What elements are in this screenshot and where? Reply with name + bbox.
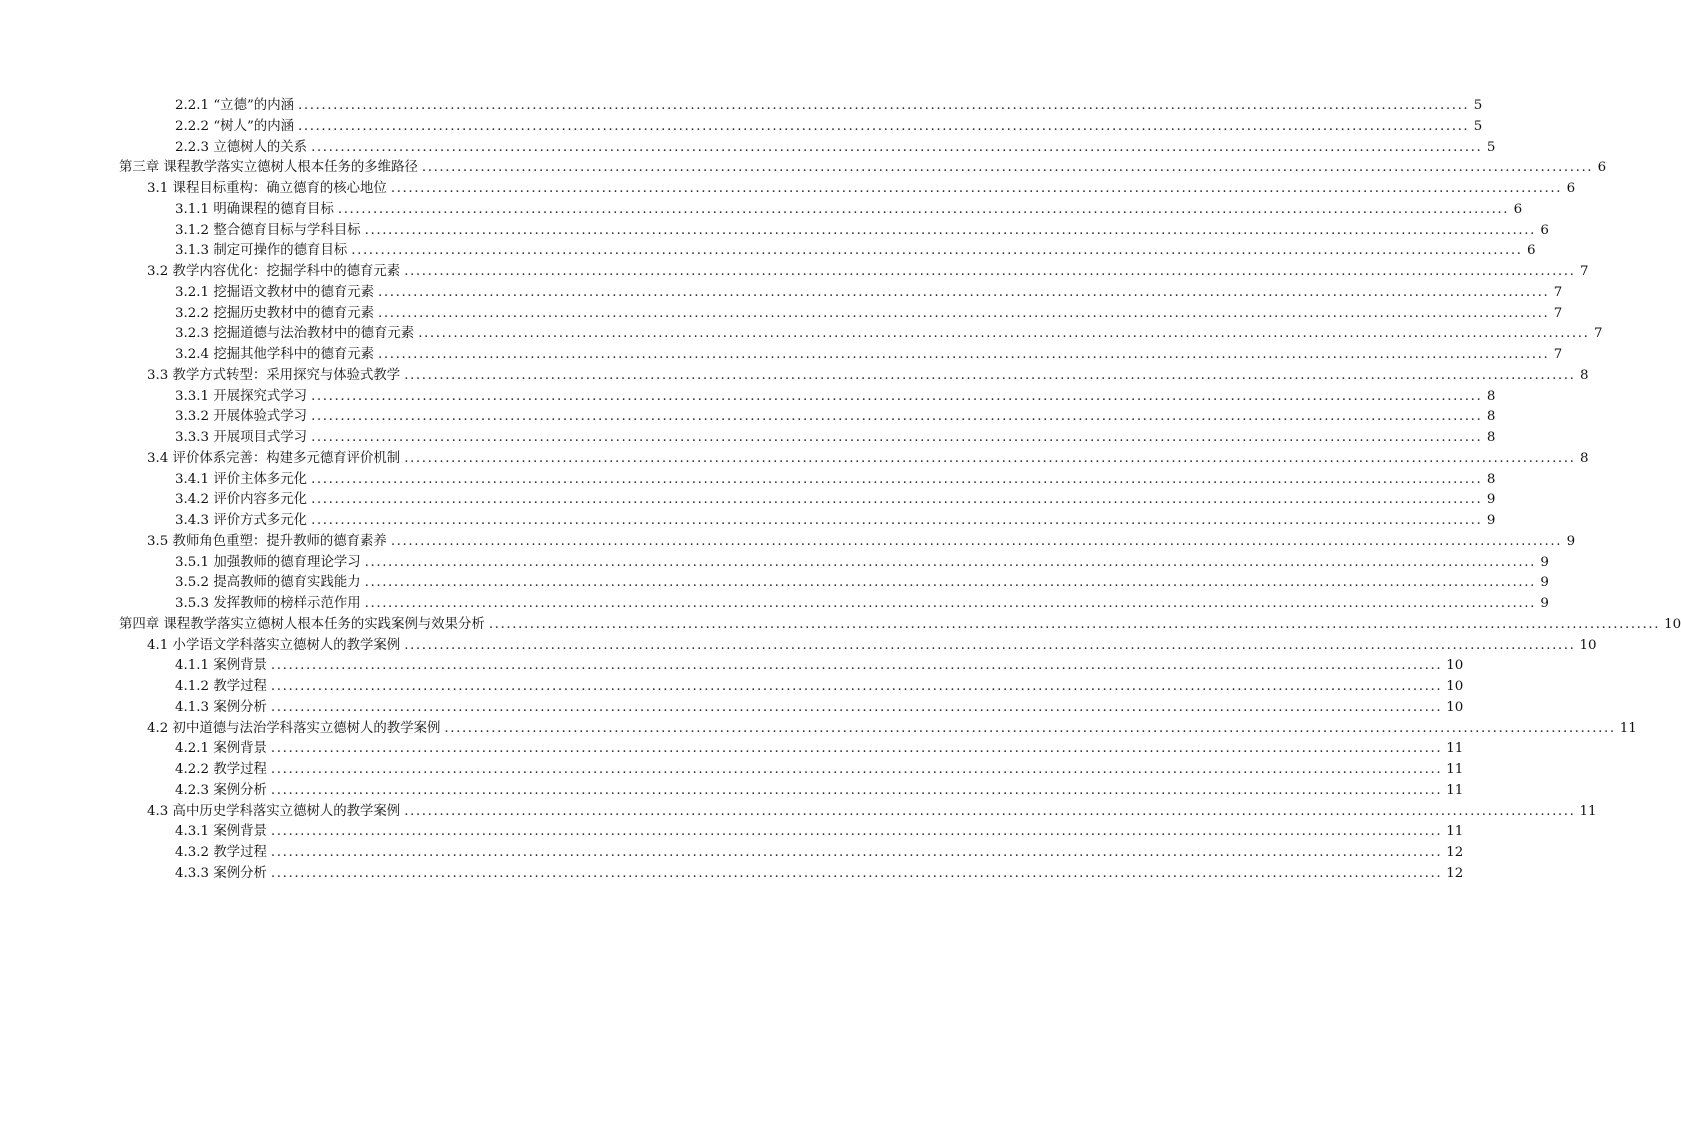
toc-entry[interactable] bbox=[0, 449, 1589, 470]
toc-entry[interactable] bbox=[0, 221, 1549, 242]
toc-entry[interactable] bbox=[0, 843, 1464, 864]
toc-entry[interactable] bbox=[0, 138, 1496, 159]
toc-entry-title: 4.3.1 案例背景 bbox=[175, 824, 267, 840]
toc-leader-dots: ........................................................................................................................................................................................................ bbox=[364, 554, 1536, 570]
toc-entry[interactable] bbox=[0, 490, 1496, 511]
toc-entry-title: 3.4.2 评价内容多元化 bbox=[175, 492, 308, 508]
toc-leader-dots: ........................................................................................................................................................................................................ bbox=[270, 699, 1443, 715]
toc-page-number: 8 bbox=[1486, 388, 1496, 404]
toc-page-number: 6 bbox=[1513, 201, 1523, 217]
toc-leader-dots: ........................................................................................................................................................................................................ bbox=[270, 762, 1443, 777]
toc-leader-dots: ........................................................................................................................................................................................................ bbox=[270, 865, 1443, 881]
toc-page-number: 7 bbox=[1579, 264, 1589, 279]
toc-entry[interactable] bbox=[0, 428, 1496, 449]
toc-entry[interactable] bbox=[0, 781, 1464, 802]
toc-leader-dots: ........................................................................................................................................................................................................ bbox=[297, 118, 1470, 134]
toc-entry[interactable] bbox=[0, 117, 1483, 138]
toc-entry-title: 3.4.1 评价主体多元化 bbox=[175, 471, 308, 487]
toc-leader-dots: ........................................................................................................................................................................................................ bbox=[404, 637, 1576, 653]
toc-page-number: 5 bbox=[1473, 118, 1483, 134]
toc-page-number: 9 bbox=[1540, 596, 1549, 611]
toc-page-number: 6 bbox=[1566, 181, 1576, 196]
toc-entry-title: 3.4 评价体系完善：构建多元德育评价机制 bbox=[147, 450, 401, 466]
toc-entry[interactable] bbox=[0, 96, 1483, 117]
toc-entry[interactable] bbox=[0, 719, 1637, 740]
toc-leader-dots: ........................................................................................................................................................................................................ bbox=[270, 741, 1443, 757]
toc-entry[interactable] bbox=[0, 573, 1549, 594]
toc-leader-dots: ........................................................................................................................................................................................................ bbox=[311, 388, 1483, 404]
toc-entry[interactable] bbox=[0, 366, 1589, 387]
toc-entry[interactable] bbox=[0, 511, 1496, 532]
toc-leader-dots: ........................................................................................................................................................................................................ bbox=[488, 616, 1661, 632]
toc-page-number: 12 bbox=[1446, 845, 1464, 860]
toc-entry-title: 4.3 高中历史学科落实立德树人的教学案例 bbox=[147, 803, 401, 819]
toc-leader-dots: ........................................................................................................................................................................................................ bbox=[378, 305, 1550, 321]
toc-page-number: 11 bbox=[1446, 782, 1464, 798]
toc-page-number: 8 bbox=[1486, 471, 1496, 487]
toc-entry-title: 3.2.3 挖掘道德与法治教材中的德育元素 bbox=[175, 326, 415, 342]
toc-entry-title: 4.2.2 教学过程 bbox=[175, 762, 267, 777]
toc-leader-dots: ........................................................................................................................................................................................................ bbox=[378, 284, 1550, 300]
toc-entry[interactable] bbox=[0, 470, 1496, 491]
toc-entry[interactable] bbox=[0, 698, 1464, 719]
toc-entry-title: 2.2.1 “立德”的内涵 bbox=[175, 98, 294, 113]
toc-leader-dots: ........................................................................................................................................................................................................ bbox=[311, 471, 1483, 487]
toc-entry-title: 3.3.2 开展体验式学习 bbox=[175, 409, 308, 425]
toc-entry[interactable] bbox=[0, 241, 1536, 262]
toc-page-number: 11 bbox=[1446, 741, 1464, 757]
toc-page-number: 11 bbox=[1446, 762, 1464, 777]
toc-entry-title: 3.5 教师角色重塑：提升教师的德育素养 bbox=[147, 533, 387, 549]
toc-page-number: 9 bbox=[1566, 533, 1576, 549]
toc-page-number: 10 bbox=[1446, 658, 1464, 674]
toc-entry-title: 3.1.3 制定可操作的德育目标 bbox=[175, 243, 348, 259]
toc-entry[interactable] bbox=[0, 387, 1496, 408]
toc-page-number: 11 bbox=[1619, 720, 1637, 736]
toc-page-number: 12 bbox=[1446, 865, 1464, 881]
toc-leader-dots: ........................................................................................................................................................................................................ bbox=[270, 824, 1443, 840]
toc-entry-title: 3.3 教学方式转型：采用探究与体验式教学 bbox=[147, 367, 401, 383]
toc-leader-dots: ........................................................................................................................................................................................................ bbox=[311, 430, 1483, 445]
toc-entry[interactable] bbox=[0, 677, 1464, 698]
toc-entry[interactable] bbox=[0, 158, 1607, 179]
toc-entry[interactable] bbox=[0, 822, 1464, 843]
toc-page-number: 10 bbox=[1579, 637, 1597, 653]
toc-leader-dots: ........................................................................................................................................................................................................ bbox=[404, 367, 1576, 383]
toc-page-number: 8 bbox=[1486, 430, 1496, 445]
toc-entry-title: 3.2.4 挖掘其他学科中的德育元素 bbox=[175, 347, 375, 362]
toc-page-number: 11 bbox=[1446, 824, 1464, 840]
toc-entry[interactable] bbox=[0, 739, 1464, 760]
toc-leader-dots: ........................................................................................................................................................................................................ bbox=[421, 160, 1594, 176]
toc-entry-title: 2.2.3 立德树人的关系 bbox=[175, 139, 308, 155]
toc-page-number: 6 bbox=[1527, 243, 1536, 259]
toc-page-number: 8 bbox=[1579, 367, 1589, 383]
toc-entry-title: 3.5.3 发挥教师的榜样示范作用 bbox=[175, 596, 361, 611]
toc-entry[interactable] bbox=[0, 532, 1576, 553]
toc-entry-title: 3.2 教学内容优化：挖掘学科中的德育元素 bbox=[147, 264, 401, 279]
toc-leader-dots: ........................................................................................................................................................................................................ bbox=[404, 450, 1576, 466]
toc-page-number: 8 bbox=[1579, 450, 1589, 466]
toc-entry-title: 3.1.2 整合德育目标与学科目标 bbox=[175, 222, 361, 238]
toc-leader-dots: ........................................................................................................................................................................................................ bbox=[404, 264, 1576, 279]
toc-page-number: 6 bbox=[1540, 222, 1549, 238]
toc-leader-dots: ........................................................................................................................................................................................................ bbox=[270, 679, 1443, 694]
toc-page-number: 10 bbox=[1446, 699, 1464, 715]
toc-entry[interactable] bbox=[0, 283, 1563, 304]
toc-page-number: 10 bbox=[1664, 616, 1681, 632]
toc-page-number: 5 bbox=[1486, 139, 1496, 155]
toc-entry[interactable] bbox=[0, 179, 1576, 200]
toc-leader-dots: ........................................................................................................................................................................................................ bbox=[311, 409, 1483, 425]
toc-entry-title: 第三章 课程教学落实立德树人根本任务的多维路径 bbox=[119, 160, 418, 176]
toc-page-number: 7 bbox=[1593, 326, 1603, 342]
toc-entry-title: 3.5.1 加强教师的德育理论学习 bbox=[175, 554, 361, 570]
toc-leader-dots: ........................................................................................................................................................................................................ bbox=[418, 326, 1590, 342]
toc-leader-dots: ........................................................................................................................................................................................................ bbox=[378, 347, 1550, 362]
toc-entry-title: 4.2.1 案例背景 bbox=[175, 741, 267, 757]
toc-entry-title: 3.5.2 提高教师的德育实践能力 bbox=[175, 575, 361, 591]
toc-leader-dots: ........................................................................................................................................................................................................ bbox=[390, 533, 1563, 549]
toc-page-number: 6 bbox=[1597, 160, 1607, 176]
toc-entry-title: 2.2.2 “树人”的内涵 bbox=[175, 118, 294, 134]
toc-entry[interactable] bbox=[0, 594, 1549, 615]
toc-page-number: 7 bbox=[1553, 347, 1563, 362]
toc-entry-title: 3.2.2 挖掘历史教材中的德育元素 bbox=[175, 305, 375, 321]
toc-leader-dots: ........................................................................................................................................................................................................ bbox=[311, 513, 1483, 528]
toc-entry-title: 4.3.2 教学过程 bbox=[175, 845, 267, 860]
toc-entry-title: 4.2 初中道德与法治学科落实立德树人的教学案例 bbox=[147, 720, 441, 736]
toc-page-number: 11 bbox=[1579, 803, 1597, 819]
toc-entry[interactable] bbox=[0, 802, 1597, 823]
toc-leader-dots: ........................................................................................................................................................................................................ bbox=[270, 782, 1443, 798]
toc-entry[interactable] bbox=[0, 200, 1523, 221]
toc-entry-title: 4.1.1 案例背景 bbox=[175, 658, 267, 674]
toc-page-number: 5 bbox=[1473, 98, 1483, 113]
toc-page-number: 9 bbox=[1540, 575, 1549, 591]
toc-entry[interactable] bbox=[0, 345, 1563, 366]
toc-leader-dots: ........................................................................................................................................................................................................ bbox=[390, 181, 1563, 196]
toc-entry-title: 4.3.3 案例分析 bbox=[175, 865, 267, 881]
toc-entry-title: 3.4.3 评价方式多元化 bbox=[175, 513, 308, 528]
toc-leader-dots: ........................................................................................................................................................................................................ bbox=[444, 720, 1616, 736]
toc-page-number: 7 bbox=[1553, 305, 1563, 321]
toc-entry[interactable] bbox=[0, 760, 1464, 781]
toc-leader-dots: ........................................................................................................................................................................................................ bbox=[364, 222, 1536, 238]
toc-entry-title: 第四章 课程教学落实立德树人根本任务的实践案例与效果分析 bbox=[119, 616, 485, 632]
toc-leader-dots: ........................................................................................................................................................................................................ bbox=[311, 139, 1483, 155]
toc-entry-title: 4.2.3 案例分析 bbox=[175, 782, 267, 798]
toc-leader-dots: ........................................................................................................................................................................................................ bbox=[311, 492, 1483, 508]
toc-leader-dots: ........................................................................................................................................................................................................ bbox=[351, 243, 1523, 259]
table-of-contents bbox=[0, 96, 1681, 885]
toc-entry[interactable] bbox=[0, 864, 1464, 885]
toc-leader-dots: ........................................................................................................................................................................................................ bbox=[270, 658, 1443, 674]
toc-entry-title: 4.1.2 教学过程 bbox=[175, 679, 267, 694]
toc-entry-title: 3.3.3 开展项目式学习 bbox=[175, 430, 308, 445]
toc-entry[interactable] bbox=[0, 656, 1464, 677]
toc-leader-dots: ........................................................................................................................................................................................................ bbox=[297, 98, 1470, 113]
toc-entry[interactable] bbox=[0, 553, 1549, 574]
toc-entry-title: 3.1.1 明确课程的德育目标 bbox=[175, 201, 334, 217]
toc-leader-dots: ........................................................................................................................................................................................................ bbox=[337, 201, 1510, 217]
toc-entry-title: 3.3.1 开展探究式学习 bbox=[175, 388, 308, 404]
toc-page-number: 9 bbox=[1486, 492, 1496, 508]
toc-entry[interactable] bbox=[0, 636, 1597, 657]
toc-entry[interactable] bbox=[0, 262, 1589, 283]
toc-entry[interactable] bbox=[0, 324, 1603, 345]
toc-leader-dots: ........................................................................................................................................................................................................ bbox=[364, 575, 1536, 591]
toc-entry[interactable] bbox=[0, 407, 1496, 428]
toc-entry-title: 3.1 课程目标重构：确立德育的核心地位 bbox=[147, 181, 387, 196]
toc-leader-dots: ........................................................................................................................................................................................................ bbox=[404, 803, 1576, 819]
toc-entry[interactable] bbox=[0, 615, 1681, 636]
toc-page-number: 9 bbox=[1540, 554, 1549, 570]
toc-page-number: 10 bbox=[1446, 679, 1464, 694]
toc-leader-dots: ........................................................................................................................................................................................................ bbox=[364, 596, 1536, 611]
toc-leader-dots: ........................................................................................................................................................................................................ bbox=[270, 845, 1443, 860]
toc-page-number: 7 bbox=[1553, 284, 1563, 300]
toc-entry-title: 4.1.3 案例分析 bbox=[175, 699, 267, 715]
toc-page-number: 8 bbox=[1486, 409, 1496, 425]
toc-entry-title: 3.2.1 挖掘语文教材中的德育元素 bbox=[175, 284, 375, 300]
toc-page-number: 9 bbox=[1486, 513, 1496, 528]
toc-entry[interactable] bbox=[0, 304, 1563, 325]
toc-entry-title: 4.1 小学语文学科落实立德树人的教学案例 bbox=[147, 637, 401, 653]
